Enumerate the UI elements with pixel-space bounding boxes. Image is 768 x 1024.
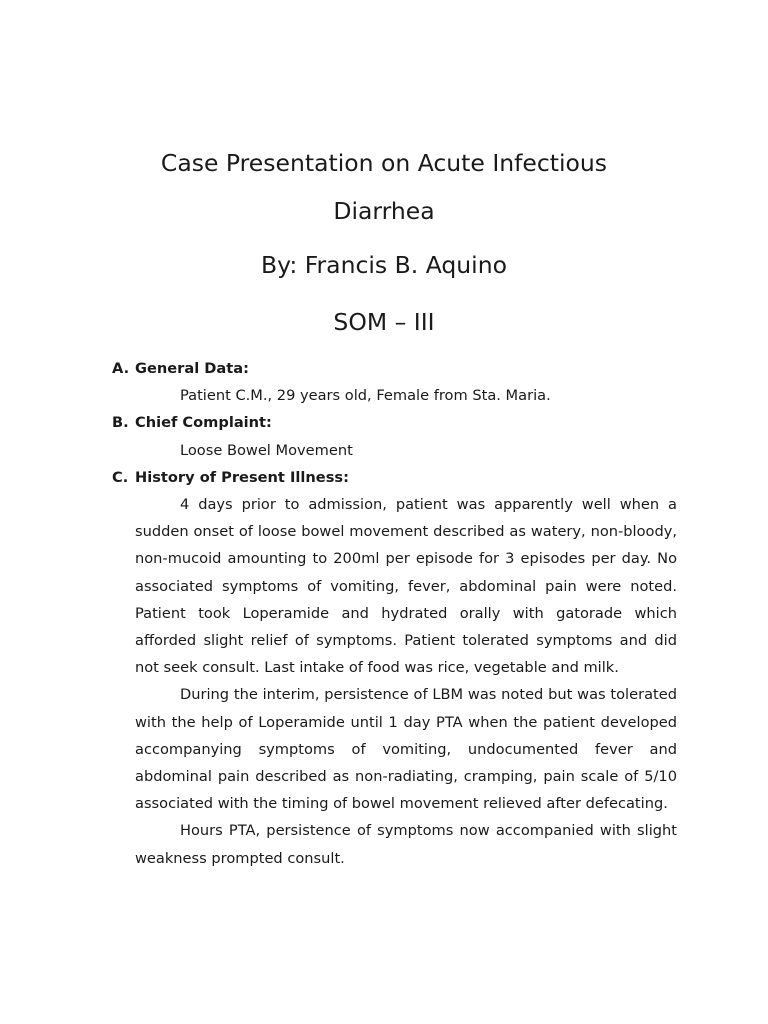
history-paragraph [112,491,677,681]
history-paragraph [112,817,677,871]
general-data-content: Patient C.M., 29 years old, Female from Sta. Maria. [180,387,551,405]
section-title: General Data: [135,360,249,377]
title-line-2: Diarrhea [333,197,435,225]
paragraph-text: During the interim, persistence of LBM was noted but was tolerated with the help of Loperamide until 1 day PTA when the patient developed accompanying symptoms of vomiting, undocumented fever and abdominal pain described as non-radiating, cramping, pain scale of 5/10 associated with the timing of bowel movement relieved after defecating. [135,686,677,813]
section-heading-history [112,464,677,491]
author-byline: By: Francis B. Aquino [261,251,507,279]
document-body [112,355,677,872]
section-letter: A. [112,360,130,377]
chief-complaint-content: Loose Bowel Movement [180,441,353,459]
section-title: Chief Complaint: [135,414,272,432]
document-title [0,143,768,239]
section-letter: B. [112,414,129,432]
paragraph-text: Hours PTA, persistence of symptoms now accompanied with slight weakness prompted consult. [135,822,677,867]
section-title: History of Present Illness: [135,468,349,486]
year-level: SOM – III [333,308,435,336]
paragraph-text: 4 days prior to admission, patient was apparently well when a sudden onset of loose bowel movement described as watery, non-bloody, non-mucoid amounting to 200ml per episode for 3 episodes per day. No associated symptoms of vomiting, fever, abdominal pain were noted. Patient took Loperamide and hydrated orally with gatorade which afforded slight relief of symptoms. Patient tolerated symptoms and did not seek consult. Last intake of food was rice, vegetable and milk. [135,496,677,677]
section-heading-general-data [112,355,677,382]
history-paragraph [112,681,677,817]
section-letter: C. [112,468,129,486]
section-heading-chief-complaint [112,409,677,436]
title-line-1: Case Presentation on Acute Infectious [160,149,608,177]
